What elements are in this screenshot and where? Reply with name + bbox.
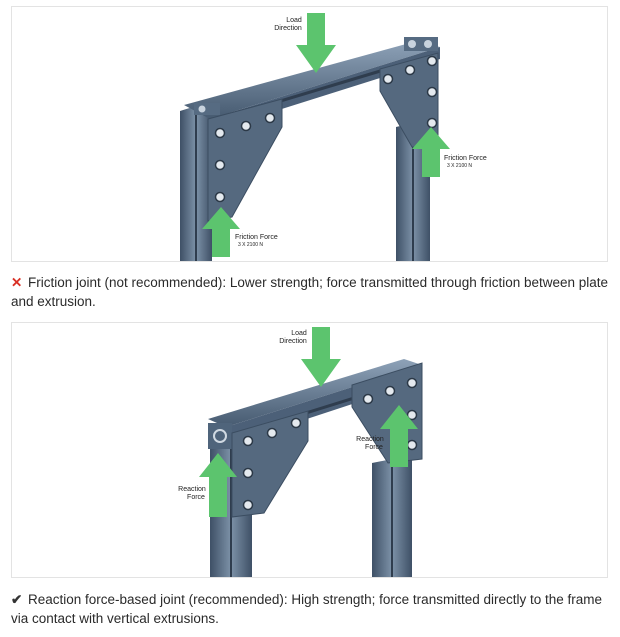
load-label-line1: Load	[286, 17, 302, 24]
right-force-label-line1: Friction Force	[444, 155, 487, 162]
check-mark-icon: ✔	[11, 592, 23, 607]
left-force-label-line2: 3 X 2100 N	[238, 242, 264, 248]
friction-joint-illustration	[12, 7, 608, 262]
reaction-joint-figure	[11, 322, 608, 578]
left-force-label-line2: Force	[187, 494, 205, 501]
load-direction-arrow	[296, 13, 336, 73]
reaction-joint-caption	[11, 590, 611, 628]
load-label-line1: Load	[291, 330, 307, 337]
friction-joint-figure	[11, 6, 608, 262]
reaction-joint-illustration	[12, 323, 608, 578]
right-force-label-line2: Force	[365, 444, 383, 451]
friction-joint-caption-text: Friction joint (not recommended): Lower strength; force transmitted through friction between plate and extrusion.	[11, 275, 609, 309]
reaction-joint-caption-text: Reaction force-based joint (recommended): High strength; force transmitted directly to the frame via contact with vertical extrusions.	[11, 592, 603, 626]
right-force-label-line1: Reaction	[356, 436, 384, 443]
left-force-label-line1: Friction Force	[235, 234, 278, 241]
load-label-line2: Direction	[279, 338, 307, 345]
load-direction-arrow	[301, 327, 341, 387]
left-force-label-line1: Reaction	[178, 486, 206, 493]
load-label-line2: Direction	[274, 25, 302, 32]
friction-joint-caption	[11, 273, 611, 311]
cross-mark-icon: ✕	[11, 275, 23, 290]
right-force-label-line2: 3 X 2100 N	[447, 163, 473, 169]
